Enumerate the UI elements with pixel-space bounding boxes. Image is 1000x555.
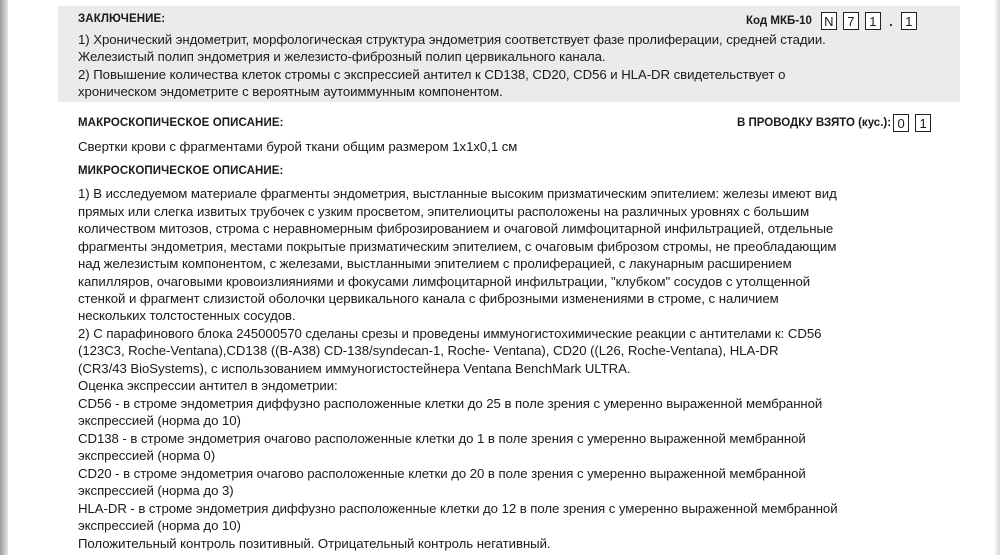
micro-line: нескольких толстостенных сосудов. [78, 308, 296, 323]
micro-line: фрагменты эндометрия, местами покрытые призматическим эпителием, с очаговым фиброзом стромы, не преобладающим [78, 239, 837, 254]
micro-line: Положительный контроль позитивный. Отрицательный контроль негативный. [78, 536, 551, 551]
icd-code-label: Код МКБ-10 [746, 15, 812, 27]
micro-line: над железистым компонентом, с железами, выстланными эпителием с пролиферацией, с лакунарным расширением [78, 256, 792, 271]
blocks-taken-cell: 1 [915, 114, 931, 132]
conclusion-line: хроническом эндометрите с вероятным аутоиммунным компонентом. [78, 84, 503, 99]
micro-line: стенкой и фрагмент слизистой оболочки цервикального канала с фиброзными изменениями в строме, с наличием [78, 291, 779, 306]
conclusion-line: Железистый полип эндометрия и железисто-фиброзный полип цервикального канала. [78, 49, 606, 64]
micro-line: количеством митозов, строма с неравномерным фиброзированием и очаговой лимфоцитарной инфильтрацией, отдельные [78, 221, 834, 236]
icd-code-cell: 1 [865, 12, 881, 30]
conclusion-title: ЗАКЛЮЧЕНИЕ: [78, 13, 166, 25]
micro-line: Оценка экспрессии антител в эндометрии: [78, 378, 338, 393]
micro-line: CD20 - в строме эндометрия очагово расположенные клетки до 20 в поле зрения с умеренно выраженной мембранной [78, 466, 806, 481]
page-left-shadow [0, 0, 8, 555]
micro-line: 1) В исследуемом материале фрагменты эндометрия, выстланные высоким призматическим эпителием: железы имеют вид [78, 186, 837, 201]
icd-code-cell: N [821, 12, 837, 30]
icd-code-dot: . [889, 13, 893, 29]
micro-line: HLA-DR - в строме эндометрия диффузно расположенные клетки до 12 в поле зрения с умеренно выраженной мембранной [78, 501, 838, 516]
micro-line: CD56 - в строме эндометрия диффузно расположенные клетки до 25 в поле зрения с умеренно выраженной мембранной [78, 396, 823, 411]
blocks-taken-label: В ПРОВОДКУ ВЗЯТО (кус.): [737, 117, 892, 129]
blocks-taken [737, 113, 931, 133]
conclusion-line: 1) Хронический эндометрит, морфологическая структура эндометрия соответствует фазе пролиферации, средней стадии. [78, 32, 826, 47]
micro-title: МИКРОСКОПИЧЕСКОЕ ОПИСАНИЕ: [78, 165, 284, 177]
micro-line: экспрессией (норма до 10) [78, 413, 241, 428]
micro-line: CD138 - в строме эндометрия очагово расположенные клетки до 1 в поле зрения с умеренно выраженной мембранной [78, 431, 806, 446]
micro-line: экспрессией (норма 0) [78, 448, 216, 463]
blocks-taken-cell: 0 [893, 114, 909, 132]
icd-code-cell: 7 [843, 12, 859, 30]
micro-line: экспрессией (норма до 10) [78, 518, 241, 533]
macro-text: Свертки крови с фрагментами бурой ткани общим размером 1х1х0,1 см [78, 139, 518, 154]
conclusion-line: 2) Повышение количества клеток стромы с экспрессией антител к CD138, CD20, CD56 и HLA-DR свидетельствует о [78, 67, 786, 82]
micro-line: прямых или слегка извитых трубочек с узким просветом, эпителиоциты расположены на различных уровнях с большим [78, 204, 810, 219]
micro-line: экспрессией (норма до 3) [78, 483, 234, 498]
micro-line: (123C3, Roche-Ventana),CD138 ((B-A38) CD-138/syndecan-1, Roche- Ventana), CD20 ((L26, Roche-Ventana), HLA-DR [78, 343, 779, 358]
micro-line: капилляров, очаговыми кровоизлияниями и фокусами лимфоцитарной инфильтрации, "клубком" сосудов с утолщенной [78, 274, 811, 289]
micro-line: 2) С парафинового блока 245000570 сделаны срезы и проведены иммуногистохимические реакции с антителами к: CD56 [78, 326, 822, 341]
page-right-shadow [994, 0, 1000, 555]
micro-line: (CR3/43 BioSystems), с использованием иммуногистостейнера Ventana BenchMark ULTRA. [78, 361, 631, 376]
macro-title: МАКРОСКОПИЧЕСКОЕ ОПИСАНИЕ: [78, 117, 284, 129]
icd-code-cell: 1 [901, 12, 917, 30]
icd-code [746, 11, 917, 31]
